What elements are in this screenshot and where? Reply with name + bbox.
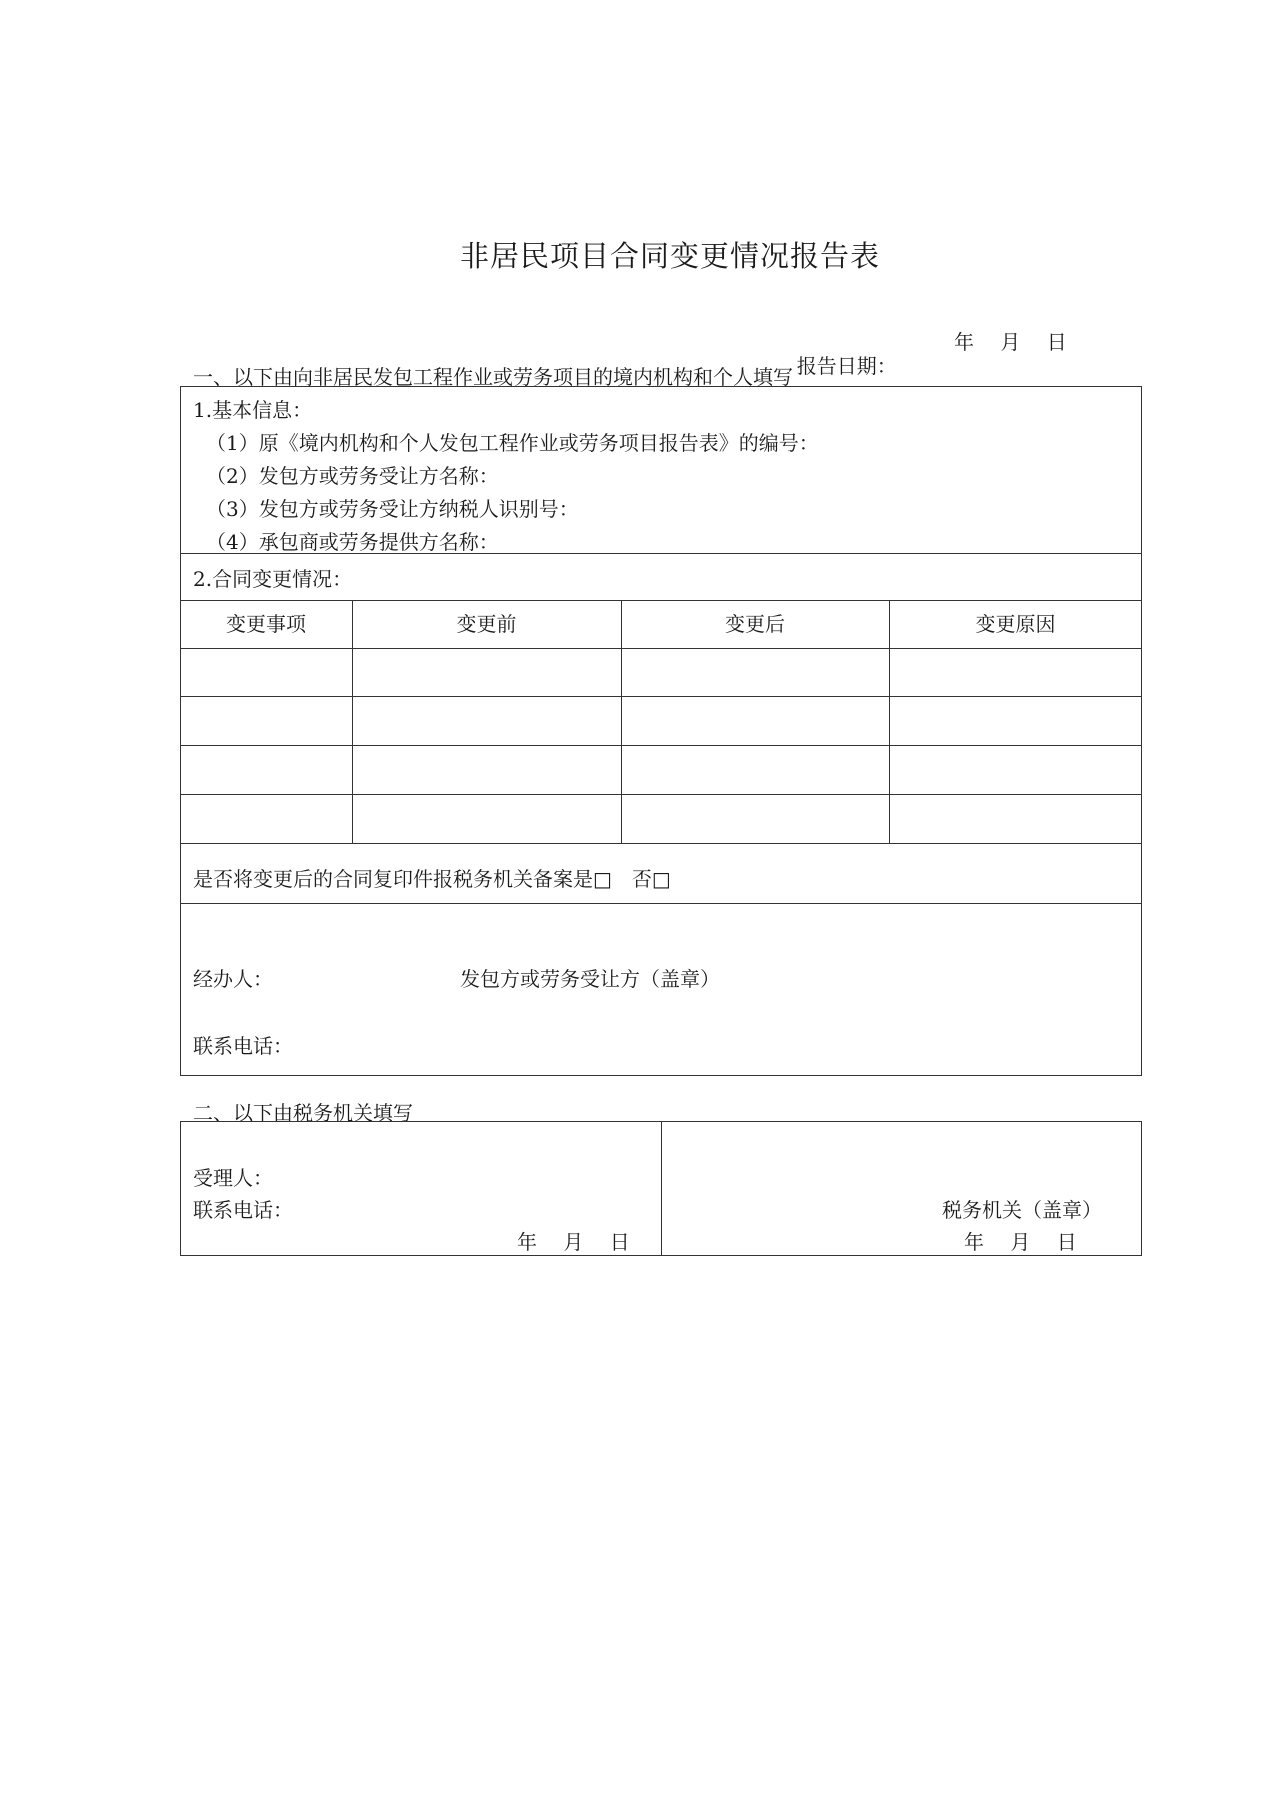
divider: [180, 696, 1142, 697]
section-2-heading: 二、以下由税务机关填写: [193, 1101, 413, 1125]
divider: [180, 843, 1142, 844]
left-date: 年 月 日: [517, 1230, 630, 1254]
divider: [180, 745, 1142, 746]
column-header: 变更后: [725, 612, 785, 636]
divider: [180, 794, 1142, 795]
tax-authority-stamp: 税务机关（盖章）: [942, 1198, 1102, 1222]
basic-info-heading: 1.基本信息：: [193, 398, 313, 422]
stamp-label: 发包方或劳务受让方（盖章）: [460, 967, 720, 991]
phone-label: 联系电话：: [193, 1198, 293, 1222]
divider: [180, 903, 1142, 904]
filing-question: 是否将变更后的合同复印件报税务机关备案是□ 否□: [193, 867, 671, 891]
column-header: 变更事项: [226, 612, 306, 636]
basic-info-item: （2）发包方或劳务受让方名称：: [206, 464, 499, 488]
contract-change-heading: 2.合同变更情况：: [193, 567, 353, 591]
acceptor-label: 受理人：: [193, 1166, 273, 1190]
phone-label: 联系电话：: [193, 1034, 293, 1058]
divider: [180, 648, 1142, 649]
basic-info-item: （3）发包方或劳务受让方纳税人识别号：: [206, 497, 579, 521]
column-header: 变更前: [456, 612, 517, 636]
right-date: 年 月 日: [964, 1230, 1077, 1254]
divider: [180, 600, 1142, 601]
basic-info-item: （4）承包商或劳务提供方名称：: [206, 530, 499, 554]
column-divider: [661, 1121, 662, 1256]
section-1-heading: 一、以下由向非居民发包工程作业或劳务项目的境内机构和个人填写: [193, 365, 793, 389]
report-date-ymd: 年 月 日: [954, 330, 1067, 354]
page-title: 非居民项目合同变更情况报告表: [459, 239, 880, 273]
basic-info-item: （1）原《境内机构和个人发包工程作业或劳务项目报告表》的编号：: [206, 431, 819, 455]
handler-label: 经办人：: [193, 967, 273, 991]
column-header: 变更原因: [975, 612, 1056, 636]
report-date-label: 报告日期：: [796, 354, 897, 378]
